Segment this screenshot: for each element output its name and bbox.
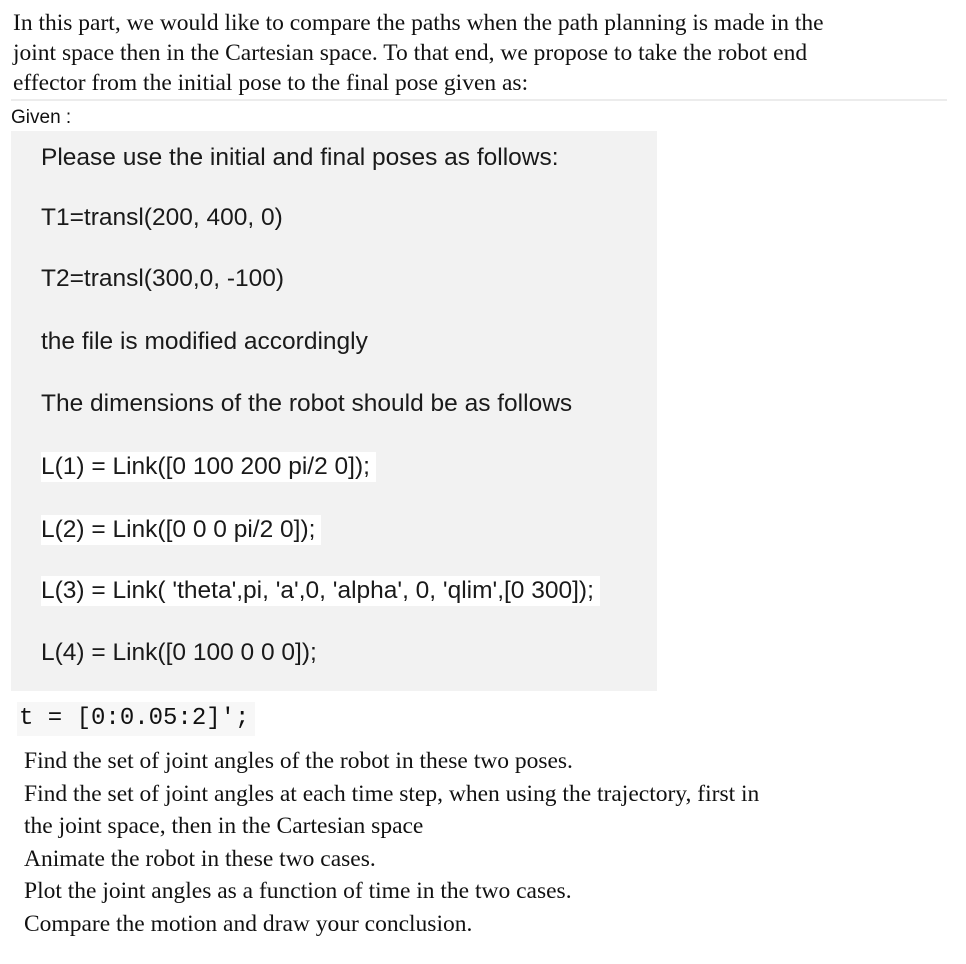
task-item: Compare the motion and draw your conclusion. xyxy=(24,910,473,937)
given-box xyxy=(11,131,657,691)
task-item: Plot the joint angles as a function of time in the two cases. xyxy=(24,878,572,905)
given-line: L(2) = Link([0 0 0 pi/2 0]); xyxy=(41,515,321,545)
given-line: T2=transl(300,0, -100) xyxy=(41,265,285,292)
task-item: Animate the robot in these two cases. xyxy=(24,845,376,872)
given-line: Please use the initial and final poses as follows: xyxy=(41,144,559,171)
intro-paragraph xyxy=(13,8,953,98)
given-line: L(3) = Link( 'theta',pi, 'a',0, 'alpha', 0, 'qlim',[0 300]); xyxy=(41,576,600,606)
given-line: The dimensions of the robot should be as follows xyxy=(41,390,573,417)
intro-line: In this part, we would like to compare the paths when the path planning is made in the xyxy=(13,10,824,36)
intro-line: effector from the initial pose to the final pose given as: xyxy=(13,70,529,96)
given-line: L(4) = Link([0 100 0 0 0]); xyxy=(41,639,317,666)
code-snippet: t = [0:0.05:2]'; xyxy=(17,702,255,736)
task-item: Find the set of joint angles at each time step, when using the trajectory, first in xyxy=(24,780,760,807)
section-divider xyxy=(11,99,947,101)
intro-line: joint space then in the Cartesian space. To that end, we propose to take the robot end xyxy=(13,40,808,66)
given-line: the file is modified accordingly xyxy=(41,328,368,355)
given-line: L(1) = Link([0 100 200 pi/2 0]); xyxy=(41,452,376,482)
task-item: the joint space, then in the Cartesian space xyxy=(24,813,424,840)
task-item: Find the set of joint angles of the robot in these two poses. xyxy=(24,748,573,774)
given-label: Given : xyxy=(11,107,72,128)
task-list xyxy=(24,745,954,941)
given-line: T1=transl(200, 400, 0) xyxy=(41,204,283,231)
